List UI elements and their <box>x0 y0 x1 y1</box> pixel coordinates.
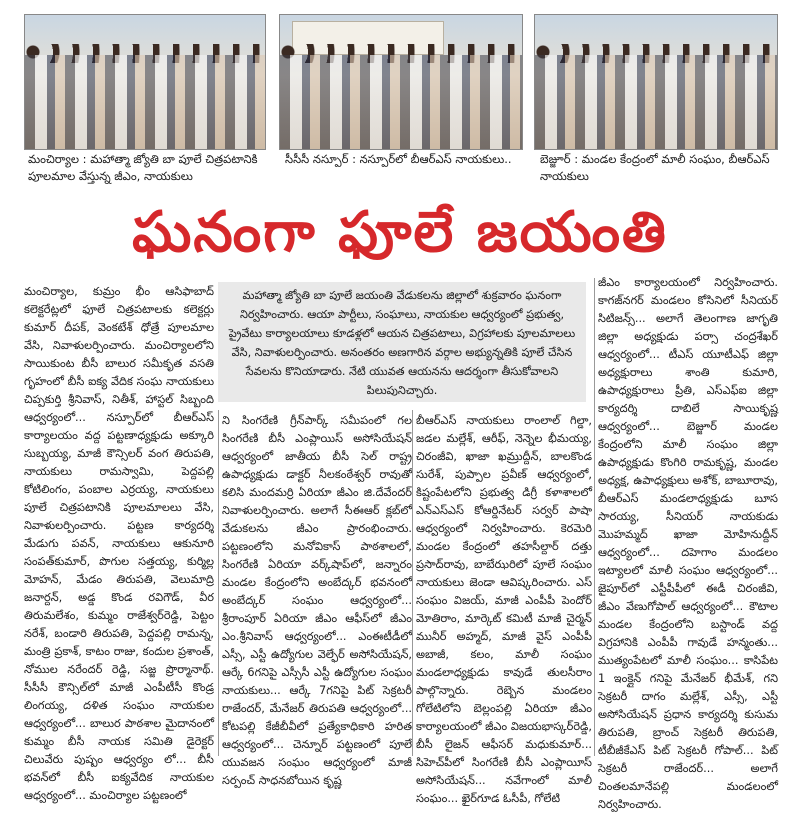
headline: ఘనంగా ఫూలే జయంతి <box>132 200 668 265</box>
photo-caption: బెజ్జూర్ : మండల కేంద్రంలో మాలీ సంఘం, బీఆర్ఎస్ నాయకులు <box>540 152 770 183</box>
photo-crowd <box>25 55 265 149</box>
photo-crowd <box>280 55 522 149</box>
photo-caption: సీసీసీ నస్పూర్ : నస్పూర్‌లో బీఆర్ఎస్ నాయకులు.. <box>285 152 512 166</box>
article-column: ని సింగరేణి గ్రీన్‌పార్క్ సమీపంలో గల సింగరేణి బీసీ ఎంప్లాయిస్ అసోసియేషన్ ఆధ్వర్యంలో జాతీయ బీసీ సెల్ రాష్ట్ర ఉపాధ్యక్షుడు డాక్టర్ నీలకంఠేశ్వర్ రావుతో కలిసి మందమర్రి ఏరియా జీఎం జి.దేవేందర్ నివాళులర్పించారు. అలాగే సీఈఆర్ క్లబ్‌లో వేడుకలను జీఎం ప్రారంభించారు. పట్టణంలోని మనోవికాస్ పాఠశాలలో, సింగరేణి ఏరియా వర్క్‌షాప్‌లో, జన్నారం మండల కేంద్రంలోని అంబేద్కర్ భవనంలో అంబేద్కర్ సంఘం ఆధ్వర్యంలో... శ్రీరాంపూర్ ఏరియా జీఎం ఆఫీస్‌లో జీఎం ఎం.శ్రీనివాస్ ఆధ్వర్యంలో... ఎంఈటీడీలో ఎస్సీ, ఎస్టీ ఉద్యోగుల వెల్ఫేర్ అసోసియేషన్, ఆర్కే 6గనిపై ఎస్సీసీ ఎస్టీ ఉద్యోగుల సంఘం నాయకులు... ఆర్కే 7గనిపై పిట్ సెక్రటరీ రాజేందర్, మేనేజర్ తిరుపతి ఆధ్వర్యంలో... కోటపల్లి కేజీబీవీలో ప్రత్యేకాధికారి హరిత ఆధ్వర్యంలో... చెన్నూర్ పట్టణంలో పూలే యువజన సంఘం ఆధ్వర్యంలో మాజీ సర్పంచ్ సాధనబోయిన కృష్ణ <box>222 414 412 787</box>
photo-caption: మంచిర్యాల : మహాత్మా జ్యోతి బా పూలే చిత్రపటానికి పూలమాల వేస్తున్న జీఎం, నాయకులు <box>28 152 258 183</box>
column-divider <box>412 410 413 756</box>
photo-mancherial <box>24 14 266 150</box>
photo-crowd <box>535 55 777 149</box>
column-divider <box>218 410 219 756</box>
article-column: బీఆర్ఎస్ నాయకులు రాంలాల్ గిల్డా, జడల మల్లేశ్, ఆరీఫ్, నెన్నెల భీమయ్య, చిరంజీవి, ఖాజా ఖమ్రుద్దీన్, బాలకొండ సురేశ్, పుప్పాల ప్రవీణ్ ఆధ్వర్యంలో, కిష్టంపేటలోని ప్రభుత్వ డిగ్రీ కళాశాలలో ఎన్ఎస్ఎస్ కోఆర్డినేటర్ సర్వర్ పాషా ఆధ్వర్యంలో నిర్వహించారు. కెరమెరి మండల కేంద్రంలో తహసీల్దార్ దత్తు ప్రసాద్‌రావు, బాబేఝరిలో పూలే సంఘం నాయకులు జెండా ఆవిష్కరించారు. ఎస్ సంఘం విజయ్, మాజీ ఎంపీపీ పెందోర్ మోతిరాం, మార్కెట్ కమిటీ మాజీ చైర్మన్ మునీర్ అహ్మద్, మాజీ వైస్ ఎంపీపీ అబాజీ, కలం, మాలీ సంఘం మండలాధ్యక్షుడు కావుడే తులసీరాం పాల్గొన్నారు. రెబ్బెన మండలం గోలేటిలోని బెల్లంపల్లి ఏరియా జీఎం కార్యాలయంలో జీఎం విజయభాస్కర్‌రెడ్డి, బీసీ లైజన్ ఆఫీసర్ మధుకుమార్... సిహెచ్‌పీలో సింగరేణి బీసీ ఎంప్లాయీస్ అసోసియేషన్... నవేగాంలో మాలీ సంఘం... ఖైర్‌గూడ ఓసీపీ, గోలేటి <box>416 414 592 805</box>
article-column: జీఎం కార్యాలయంలో నిర్వహించారు. కాగజ్‌నగర్ మండలం కోసినిలో సీనియర్ సిటిజన్స్... అలాగే తెలంగాణ జాగృతి జిల్లా అధ్యక్షుడు పర్సా చంద్రశేఖర్ ఆధ్వర్యంలో... టీఎస్ యూటీఎఫ్ జిల్లా అధ్యక్షురాలు శాంతి కుమారి, ఉపాధ్యక్షురాలు ప్రీతి, ఎస్ఎఫ్ఐ జిల్లా కార్యదర్శి దాబిలే సాయికృష్ణ ఆధ్వర్యంలో... బెజ్జూర్ మండల కేంద్రంలోని మాలీ సంఘం జిల్లా ఉపాధ్యక్షుడు కొంగిరి రామకృష్ణ, మండల అధ్యక్ష, ఉపాధ్యక్షులు అశోక్, బాబూరావు, బీఆర్ఎస్ మండలాధ్యక్షుడు బూస సారయ్య, సీనియర్ నాయకుడు మొహమ్మద్ ఖాజా మోహినుద్దీన్ ఆధ్వర్యంలో... దహెగాం మండలం ఇట్యాలలో మాలీ సంఘం ఆధ్వర్యంలో... జైపూర్‌లో ఎస్టీపీపీలో ఈడీ చిరంజీవి, జీఎం వేణుగోపాల్ ఆధ్వర్యంలో... కౌటాల మండల కేంద్రంలోని బస్టాండ్ వద్ద విగ్రహానికి ఎంపీపీ గావుడే హన్మంతు... ముత్యంపేటలో మాలీ సంఘం... కాసిపేట 1 ఇంక్లైన్ గనిపై మేనేజర్ భీమేశ్, గని సెక్రటరీ దాగం మల్లేశ్, ఎస్సీ, ఎస్టీ అసోసియేషన్ ప్రధాన కార్యదర్శి కుసుమ తిరుపతి, బ్రాంచ్ సెక్రటరీ తిరుపతి, టీబీజీకేఎస్ పిట్ సెక్రటరీ గోపాల్... పిట్ సెక్రటరీ రాజేందర్... అలాగే చింతలమానేపల్లి మండలంలో నిర్వహించారు. <box>598 276 778 811</box>
photo-bejjur <box>534 14 778 150</box>
photo-naspur <box>279 14 523 150</box>
article-column: మంచిర్యాల, కుమ్రం భీం ఆసిఫాబాద్ కలెక్టరేట్లలో ఫూలే చిత్రపటాలకు కలెక్టర్లు కుమార్ దీపక్, వెంకటేశ్ ధోత్రే పూలమాల వేసి, నివాళులర్పించారు. మంచిర్యాలలోని సాయికుంట బీసీ బాలుర సమీకృత వసతి గృహంలో బీసీ ఐక్య వేదిక సంఘ నాయకులు చిప్పకుర్తి శ్రీనివాస్, నితీశ్, హాస్టల్ సిబ్బంది ఆధ్వర్యంలో... నస్పూర్‌లో బీఆర్ఎస్ కార్యాలయం వద్ద పట్టణాధ్యక్షుడు అక్కూరి సుబ్బయ్య, మాజీ కౌన్సిలర్ వంగ తిరుపతి, నాయకులు రామస్వామి, పెద్దపల్లి కోటిలింగం, పంబాల ఎర్రయ్య, నాయకులు పూలే చిత్రపటానికి పూలమాలలు వేసి, నివాళులర్పించారు. పట్టణ కార్యదర్శి మేడుగు పవన్, నాయకులు ఆకునూరి సంపత్‌కుమార్, పొగుల సత్తయ్య, కుర్మిల్ల మోహన్, మేడం తిరుపతి, వెలుమాద్రి జనార్దన్, అడ్డ కొండ రవిగౌడ్, వీర తిరుమలేశం, కుమ్మం రాజేశ్వర్‌రెడ్డి, పెట్టం నరేశ్, బండారి తిరుపతి, పెద్దపల్లి రామన్న, మంత్రి ప్రకాశ్, కాటం రాజు, కందుల ప్రశాంత్, నోముల నరేందర్ రెడ్డి, సజ్జ ప్రొర్మానాథ్. సీసీసీ కౌన్సిల్‌లో మాజీ ఎంపీటీసీ కొండ్ర లింగయ్య, దళిత సంఘం నాయకుల ఆధ్వర్యంలో... బాలుర పాఠశాల మైదానంలో కుమ్మం బీసీ నాయక సమితి డైరెక్టర్ చిలువేరు పుష్పం ఆధ్వర్యం లో... బీసీ భవన్‌లో బీసీ ఐక్యవేదిక నాయకుల ఆధ్వర్యంలో... మంచిర్యాల పట్టణంలో <box>24 285 214 802</box>
highlight-box: మహాత్మా జ్యోతి బా పూలే జయంతి వేడుకలను జిల్లాలో శుక్రవారం ఘనంగా నిర్వహించారు. ఆయా పార్టీలు, సంఘాలు, నాయకుల ఆధ్వర్యంలో ప్రభుత్వ, ప్రైవేటు కార్యాలయాలు కూడళ్లలో ఆయన చిత్రపటాలు, విగ్రహాలకు పూలమాలలు వేసి, నివాళులర్పించారు. అనంతరం అణగారిన వర్గాల అభ్యున్నతికి పూలే చేసిన సేవలను కొనియాడారు. నేటి యువత ఆయనను ఆదర్శంగా తీసుకోవాలని పిలుపునిచ్చారు. <box>218 282 586 402</box>
column-divider <box>594 278 595 756</box>
